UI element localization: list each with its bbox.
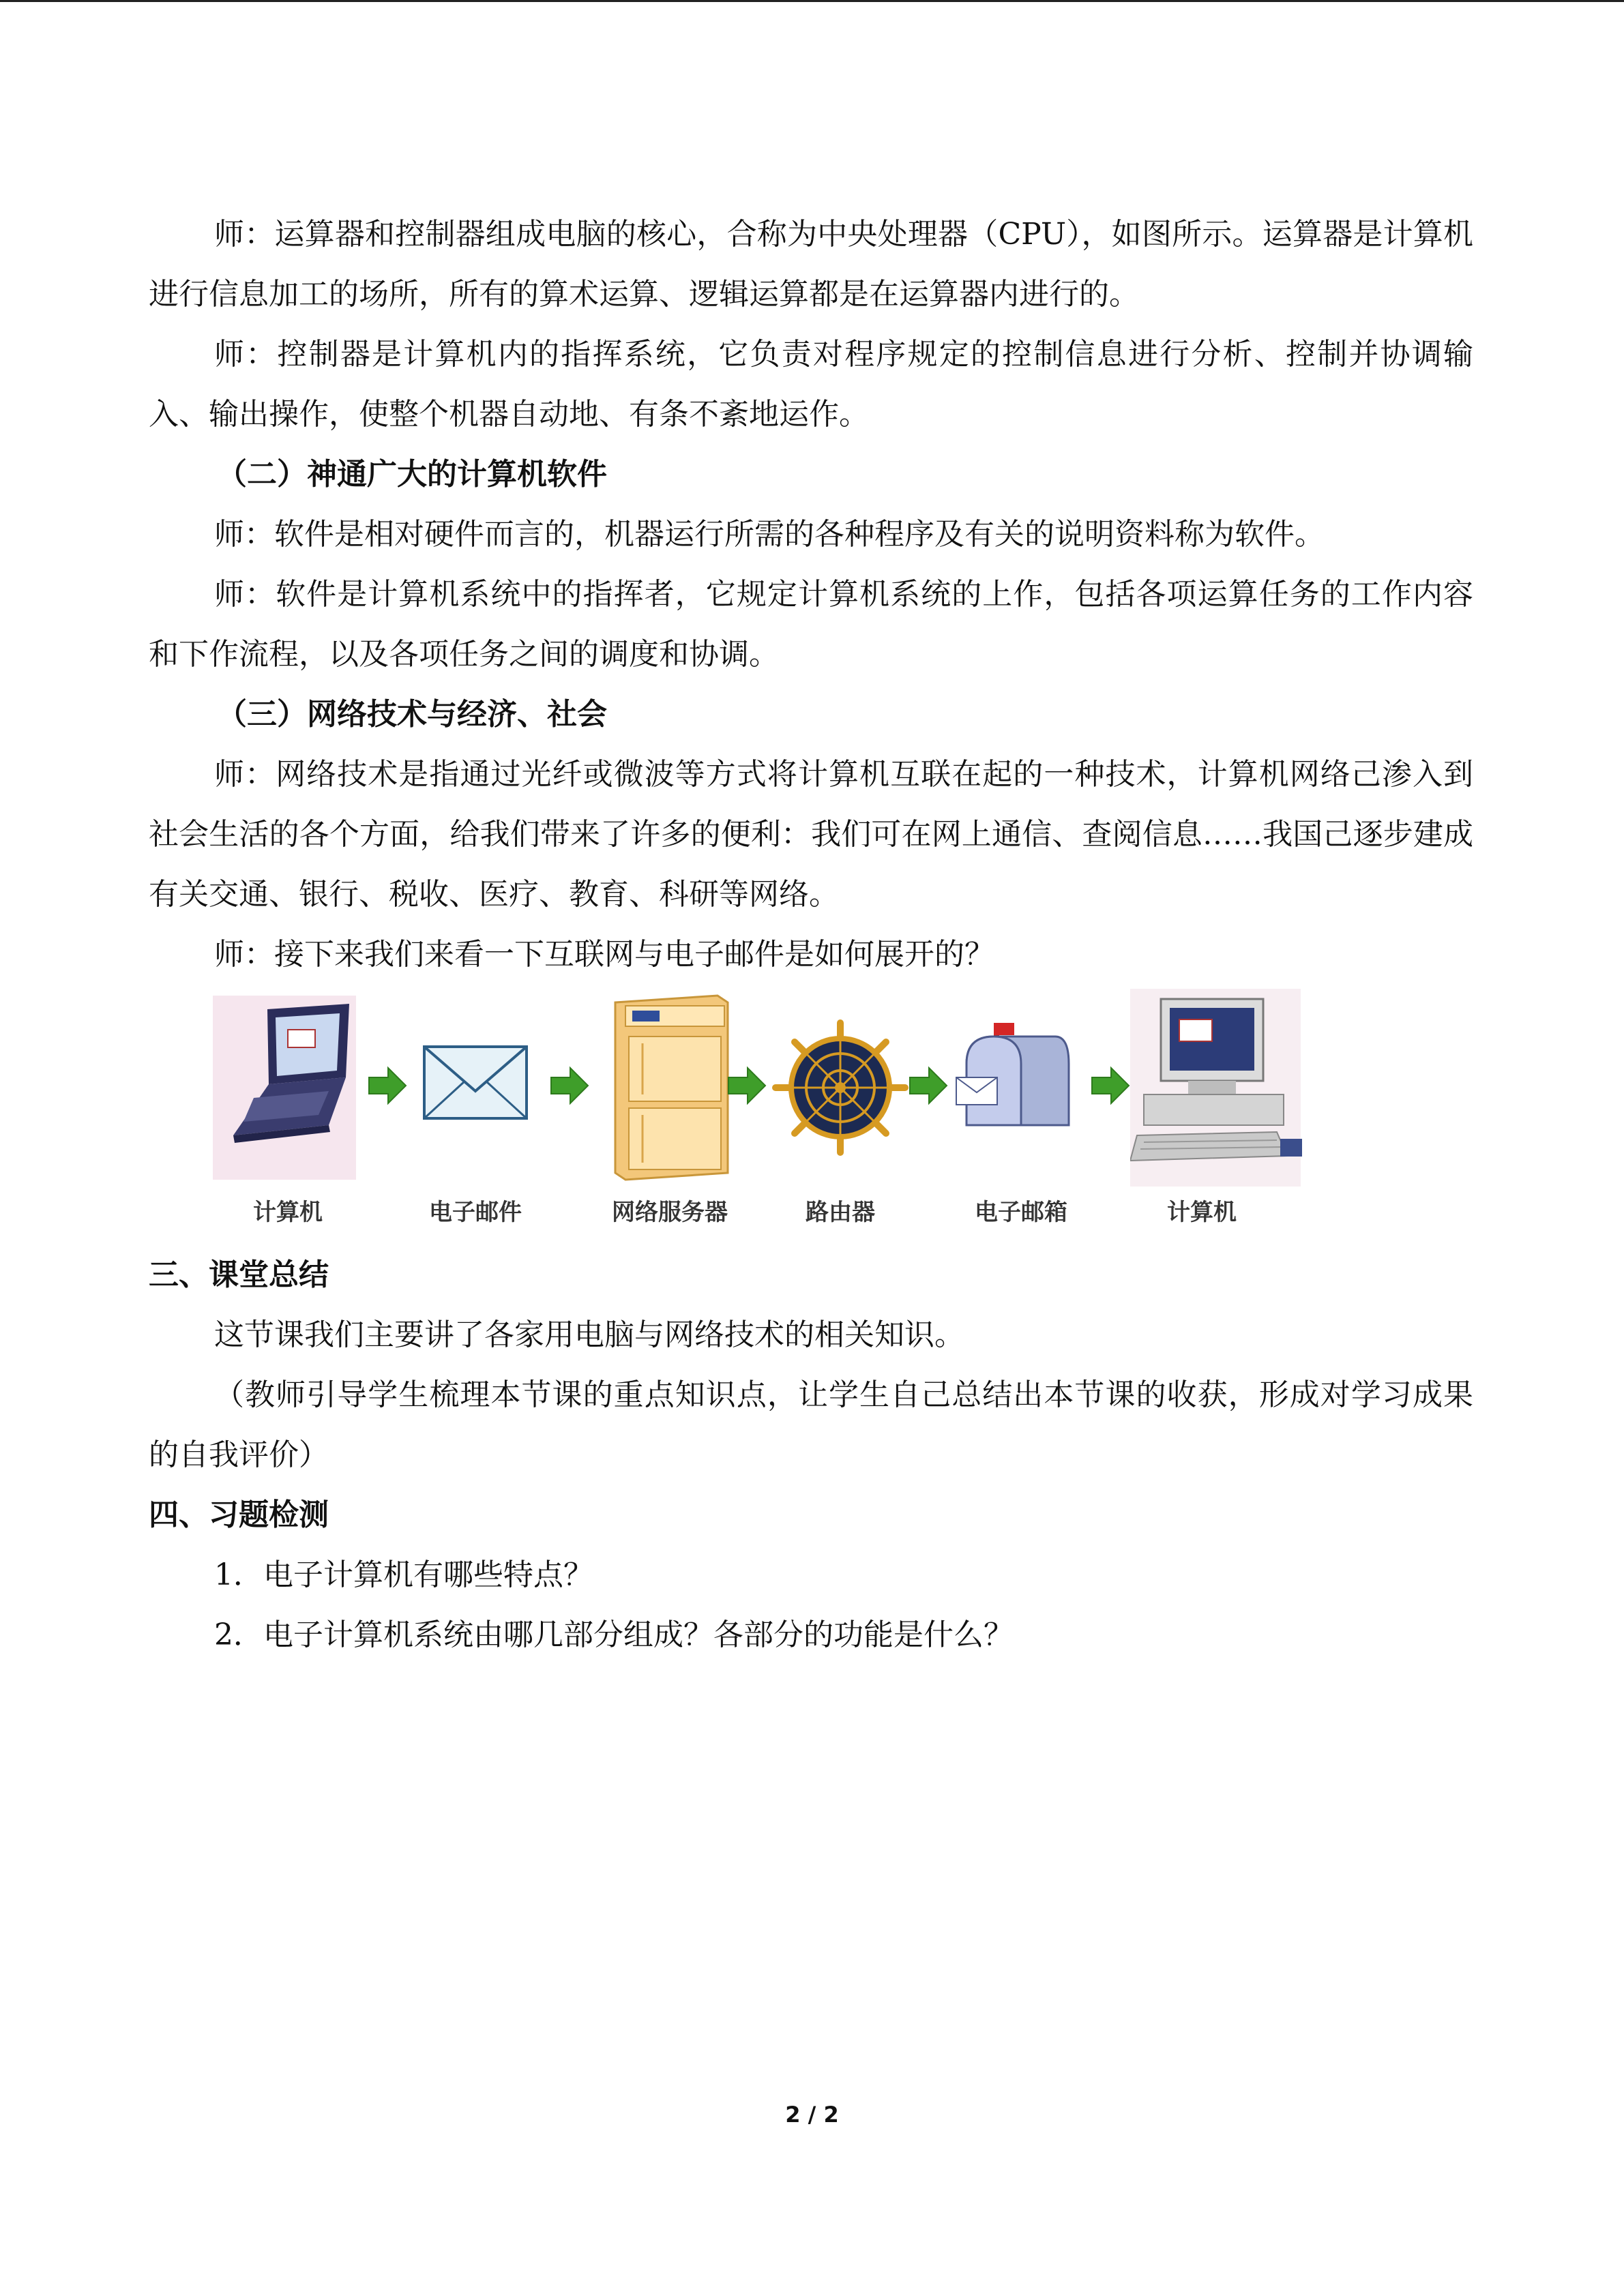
email-flow-diagram	[213, 989, 1304, 1234]
page-number: 2 / 2	[785, 2102, 839, 2128]
paragraph-text: 师：控制器是计算机内的指挥系统，它负责对程序规定的控制信息进行分析、控制并协调输入、输出操作，使整个机器自动地、有条不紊地运作。	[149, 337, 1473, 432]
envelope-icon	[417, 989, 533, 1187]
diagram-node-router	[772, 989, 922, 1234]
diagram-node-label: 路由器	[806, 1199, 875, 1226]
diagram-node-mailbox	[953, 989, 1103, 1234]
exercise-item: 1．电子计算机有哪些特点？	[214, 1557, 593, 1592]
desktop-computer-icon	[1130, 989, 1308, 1187]
paragraph-software-definition	[149, 505, 1473, 565]
paragraph-teacher-guide	[149, 1365, 1473, 1485]
paragraph-summary	[149, 1305, 1473, 1365]
diagram-node-label: 计算机	[1167, 1199, 1237, 1226]
paragraph-text: 师：网络技术是指通过光纤或微波等方式将计算机互联在起的一种技术，计算机网络己渗入到社会生活的各个方面，给我们带来了许多的便利：我们可在网上通信、查阅信息……我国己逐步建成有关交通、银行、税收、医疗、教育、科研等网络。	[149, 757, 1473, 912]
paragraph-text: 这节课我们主要讲了各家用电脑与网络技术的相关知识。	[214, 1317, 964, 1352]
arrow-right-icon	[726, 1065, 767, 1106]
exercise-item: 2．电子计算机系统由哪几部分组成？各部分的功能是什么？	[214, 1617, 1014, 1652]
paragraph-text: 师：软件是计算机系统中的指挥者，它规定计算机系统的上作，包括各项运算任务的工作内容和下作流程，以及各项任务之间的调度和协调。	[149, 577, 1473, 672]
section-heading-exercises: 四、习题检测	[149, 1497, 329, 1532]
diagram-node-label: 电子邮件	[429, 1199, 522, 1226]
diagram-node-envelope	[417, 989, 567, 1234]
paragraph-text: 师：运算器和控制器组成电脑的核心，合称为中央处理器（CPU），如图所示。运算器是计算机进行信息加工的场所，所有的算术运算、逻辑运算都是在运算器内进行的。	[149, 217, 1473, 312]
paragraph-cpu	[149, 205, 1473, 325]
paragraph-text: （教师引导学生梳理本节课的重点知识点，让学生自己总结出本节课的收获，形成对学习成果的自我评价）	[149, 1377, 1473, 1472]
paragraph-controller	[149, 325, 1473, 445]
paragraph-text: 师：软件是相对硬件而言的，机器运行所需的各种程序及有关的说明资料称为软件。	[214, 517, 1325, 552]
diagram-node-server	[602, 989, 752, 1234]
paragraph-network	[149, 745, 1473, 925]
diagram-node-label: 电子邮箱	[975, 1199, 1067, 1226]
mailbox-icon	[953, 989, 1089, 1187]
arrow-right-icon	[907, 1065, 948, 1106]
diagram-node-label: 计算机	[253, 1199, 323, 1226]
paragraph-software-role	[149, 565, 1473, 685]
paragraph-text: 师：接下来我们来看一下互联网与电子邮件是如何展开的？	[214, 937, 994, 972]
diagram-node-label: 网络服务器	[612, 1199, 728, 1226]
subheading-network: （三）网络技术与经济、社会	[217, 697, 607, 732]
laptop-icon	[213, 989, 363, 1187]
paragraph-email-intro	[149, 925, 1473, 985]
server-icon	[602, 989, 738, 1187]
arrow-right-icon	[366, 1065, 407, 1106]
router-wheel-icon	[772, 989, 909, 1187]
subheading-software: （二）神通广大的计算机软件	[217, 457, 607, 492]
diagram-node-laptop	[213, 989, 363, 1234]
arrow-right-icon	[1089, 1065, 1130, 1106]
arrow-right-icon	[548, 1065, 589, 1106]
diagram-node-desktop	[1130, 989, 1280, 1234]
section-heading-summary: 三、课堂总结	[149, 1257, 329, 1292]
